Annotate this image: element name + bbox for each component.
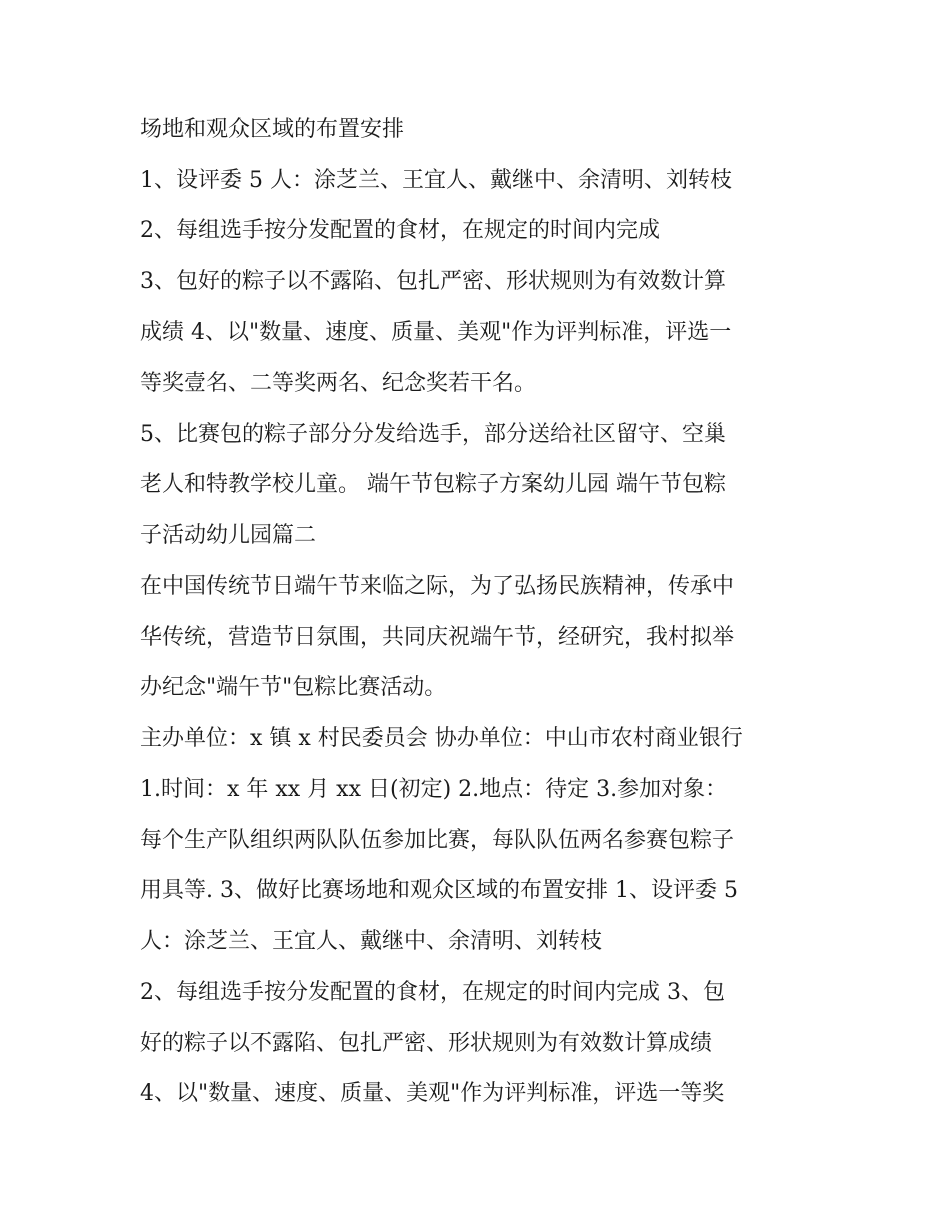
text-line: 5、比赛包的粽子部分分发给选手，部分送给社区留守、空巢 xyxy=(140,422,726,447)
text-line: 在中国传统节日端午节来临之际，为了弘扬民族精神，传承中 xyxy=(140,574,735,599)
text-line: 2、每组选手按分发配置的食材，在规定的时间内完成 xyxy=(140,218,660,243)
text-line: 办纪念"端午节"包粽比赛活动。 xyxy=(140,675,447,700)
text-line: 每个生产队组织两队队伍参加比赛，每队队伍两名参赛包粽子 xyxy=(140,828,735,853)
text-line: 等奖壹名、二等奖两名、纪念奖若干名。 xyxy=(140,371,537,396)
text-line: 2、每组选手按分发配置的食材，在规定的时间内完成 3、包 xyxy=(140,980,725,1005)
text-line: 华传统，营造节日氛围，共同庆祝端午节，经研究，我村拟举 xyxy=(140,625,735,650)
text-line: 1、设评委 5 人：涂芝兰、王宜人、戴继中、余清明、刘转枝 xyxy=(140,168,732,193)
text-line: 成绩 4、以"数量、速度、质量、美观"作为评判标准，评选一 xyxy=(140,320,732,345)
text-line: 主办单位：x 镇 x 村民委员会 协办单位：中山市农村商业银行 xyxy=(140,726,743,751)
text-line: 子活动幼儿园篇二 xyxy=(140,523,317,548)
text-line: 好的粽子以不露陷、包扎严密、形状规则为有效数计算成绩 xyxy=(140,1031,713,1056)
text-line: 场地和观众区域的布置安排 xyxy=(140,117,405,142)
text-line: 老人和特教学校儿童。 端午节包粽子方案幼儿园 端午节包粽 xyxy=(140,472,726,497)
text-line: 人：涂芝兰、王宜人、戴继中、余清明、刘转枝 xyxy=(140,929,603,954)
text-line: 3、包好的粽子以不露陷、包扎严密、形状规则为有效数计算 xyxy=(140,269,726,294)
text-line: 1.时间：x 年 xx 月 xx 日(初定) 2.地点：待定 3.参加对象： xyxy=(140,777,728,802)
text-line: 用具等. 3、做好比赛场地和观众区域的布置安排 1、设评委 5 xyxy=(140,878,738,903)
text-line: 4、以"数量、速度、质量、美观"作为评判标准，评选一等奖 xyxy=(140,1081,725,1106)
